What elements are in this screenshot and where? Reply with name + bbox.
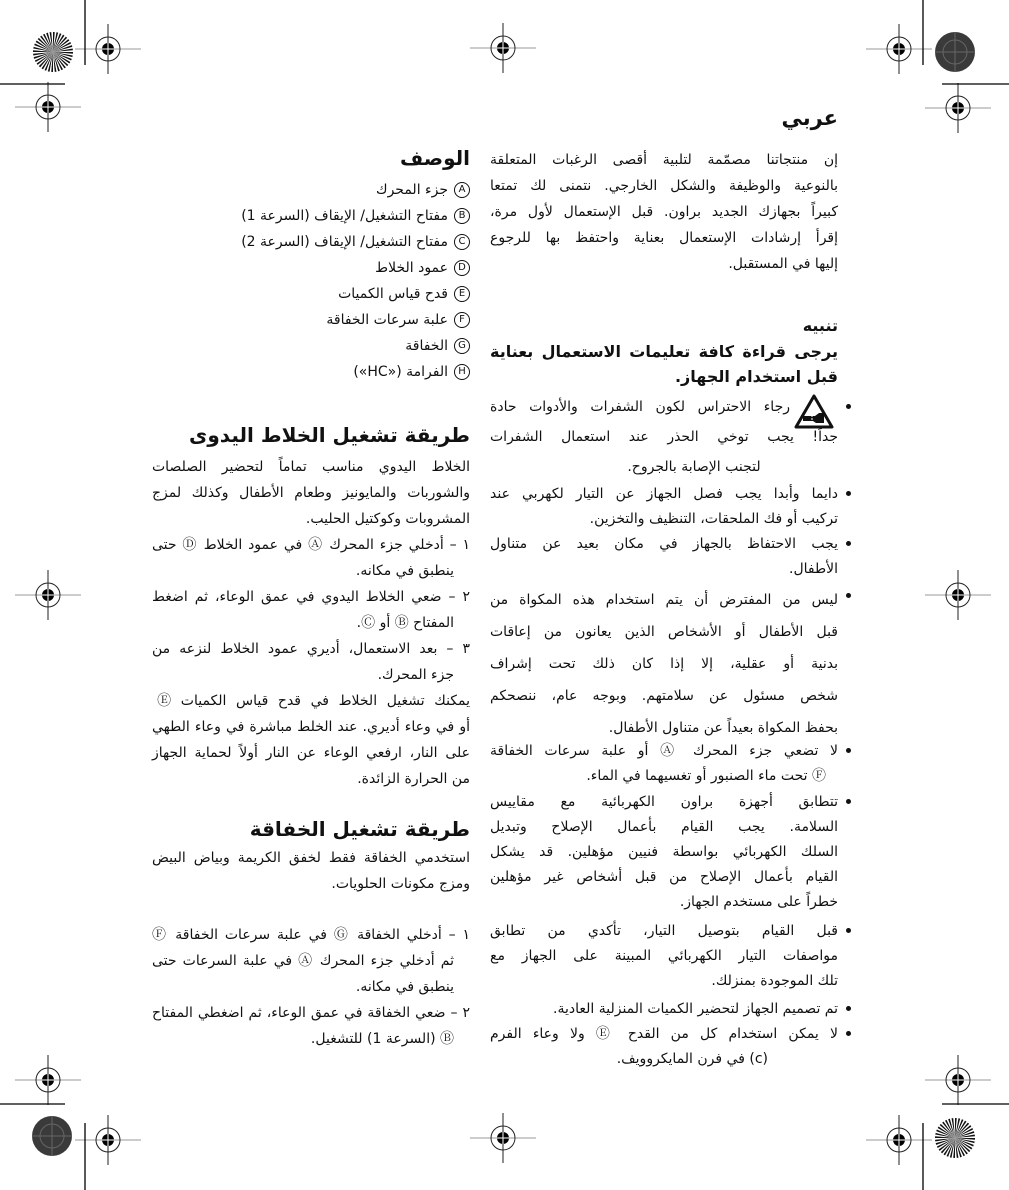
caution-heading: تنبيه: [802, 316, 838, 335]
text-line: ٣ – بعد الاستعمال، أديري عمود الخلاط لنزعه من: [152, 641, 470, 657]
bullet-item: [490, 584, 838, 744]
arabic-right-column: [490, 0, 838, 1190]
description-item: [152, 281, 470, 307]
text-line: رجاء الاحتراس لكون الشفرات والأدوات حادة: [490, 399, 790, 415]
text-line: ينطبق في مكانه.: [355, 563, 454, 579]
text-line: بالنوعية والوظيفة والشكل الخارجي. نتمنى لك تمتعا: [490, 178, 838, 194]
part-letter-badge: D: [454, 260, 470, 276]
text-line: القيام بأعمال الإصلاح من قبل أشخاص غير مؤهلين: [490, 869, 838, 885]
bullet-text: [490, 392, 838, 482]
text-line: ٢ – ضعي الخلاط اليدوي في عمق الوعاء، ثم اضغط: [152, 589, 470, 605]
bullet-item: [490, 392, 838, 482]
text-line: ينطبق في مكانه.: [355, 979, 454, 995]
part-letter-badge: G: [454, 338, 470, 354]
text-line: الأطفال.: [789, 561, 838, 577]
text-line: لا تضعي جزء المحرك Ⓐ أو علبة سرعات الخفاقة: [490, 743, 839, 759]
text-line: كبيراً بجهازك الجديد براون. قبل الإستعمال لأول مرة،: [490, 204, 838, 220]
text-line: ثم أدخلي جزء المحرك Ⓐ في علبة السرعات حتى: [152, 953, 455, 969]
text-line: قبل الأطفال أو الأشخاص الذين يعانون من إعاقات: [490, 624, 838, 640]
step: [152, 532, 470, 584]
caution-heading-block: [490, 313, 838, 339]
density-target-icon: [32, 1116, 72, 1156]
bullet-dot: [846, 1006, 851, 1011]
part-name: عمود الخلاط: [375, 260, 448, 276]
whisk-heading: طريقة تشغيل الخفاقة: [249, 817, 470, 841]
part-letter-badge: F: [454, 312, 470, 328]
description-item: [152, 203, 470, 229]
text-line: المفتاح Ⓑ أو Ⓒ.: [356, 615, 454, 631]
part-name: قدح قياس الكميات: [338, 286, 448, 302]
text-line: تلك الموجودة بمنزلك.: [711, 973, 838, 989]
text-line: قبل القيام بتوصيل التيار، تأكدي من تطابق: [490, 923, 838, 939]
registration-mark-icon: [15, 1055, 81, 1105]
bullet-item: [490, 532, 838, 582]
description-heading: الوصف: [399, 146, 470, 170]
text-line: السلك الكهربائي بواسطة فنيين مؤهلين. قد يشكل: [490, 844, 838, 860]
text-line: جداً! يجب توخي الحذر عند استعمال الشفرات: [490, 429, 838, 445]
text-line: إقرأ إرشادات الإستعمال بعناية واحتفظ بها للرجوع: [490, 230, 838, 246]
text-line: (c) في فرن المايكروويف.: [616, 1051, 768, 1067]
hand-blender-heading-block: [152, 420, 470, 450]
description-item: [152, 333, 470, 359]
text-line: يرجى قراءة كافة تعليمات الاستعمال بعناية: [490, 342, 838, 361]
text-line: من الحرارة الزائدة.: [357, 771, 470, 787]
part-name: جزء المحرك: [376, 182, 448, 198]
description-item: [152, 229, 470, 255]
text-line: Ⓑ (السرعة 1) للتشغيل.: [310, 1031, 454, 1047]
text-line: إليها في المستقبل.: [728, 256, 838, 272]
text-line: تركيب أو فك الملحقات، التنظيف والتخزين.: [589, 511, 838, 527]
text-line: تتطابق أجهزة براون الكهربائية مع مقاييس: [490, 794, 838, 810]
part-letter-badge: E: [454, 286, 470, 302]
text-line: دايما وأبدا يجب فصل الجهاز عن التيار لكهربي عند: [490, 486, 838, 502]
text-line: تم تصميم الجهاز لتحضير الكميات المنزلية العادية.: [553, 1001, 838, 1017]
whisk-intro: [152, 845, 470, 897]
description-item: [152, 177, 470, 203]
bullet-item: [490, 1022, 838, 1072]
bullet-text: [490, 1022, 838, 1072]
bullet-dot: [846, 404, 851, 409]
whisk-steps: [152, 922, 470, 1052]
text-line: السلامة. يجب القيام بأعمال الإصلاح وتبديل: [490, 819, 838, 835]
bullet-item: [490, 919, 838, 994]
bullet-dot: [846, 541, 851, 546]
part-letter-badge: B: [454, 208, 470, 224]
bullet-text: [490, 919, 838, 994]
intro-paragraph: [490, 147, 838, 277]
text-line: ومزج مكونات الحلويات.: [331, 876, 470, 892]
density-target-icon: [935, 32, 975, 72]
bullet-dot: [846, 928, 851, 933]
bullet-text: [490, 997, 838, 1022]
bullet-text: [490, 790, 838, 915]
text-line: أو في وعاء أديري. عند الخلط مباشرة في وعاء الطهي: [152, 719, 470, 735]
registration-mark-icon: [925, 570, 991, 620]
text-line: ليس من المفترض أن يتم استخدام هذه المكواة من: [490, 592, 838, 608]
text-line: على النار، ارفعي الوعاء عن النار أولاً لحماية الجهاز: [152, 745, 470, 761]
step: [152, 636, 470, 688]
bullet-item: [490, 482, 838, 532]
arabic-left-column: [152, 0, 470, 1190]
text-line: لا يمكن استخدام كل من القدح Ⓔ ولا وعاء الفرم: [490, 1026, 838, 1042]
bullet-dot: [846, 593, 851, 598]
star-target-icon: [935, 1118, 975, 1158]
text-line: ١ – أدخلي الخفاقة Ⓖ في علبة سرعات الخفاقة Ⓕ: [152, 927, 471, 943]
text-line: مواصفات التيار الكهربائي المبينة على الجهاز مع: [490, 948, 838, 964]
text-line: Ⓕ تحت ماء الصنبور أو تغسيهما في الماء.: [586, 768, 826, 784]
text-line: لتجنب الإصابة بالجروح.: [627, 459, 761, 475]
bullet-text: [490, 739, 838, 789]
hand-blender-body: [152, 454, 470, 792]
text-line: قبل استخدام الجهاز.: [674, 367, 838, 386]
bullet-dot: [846, 1031, 851, 1036]
text-line: المشروبات وكوكتيل الحليب.: [305, 511, 470, 527]
part-name: مفتاح التشغيل/ الإيقاف (السرعة 1): [241, 208, 448, 224]
description-item: [152, 307, 470, 333]
registration-mark-icon: [925, 1055, 991, 1105]
text-line: يجب الاحتفاظ بالجهاز في مكان بعيد عن متناول: [490, 536, 838, 552]
part-letter-badge: C: [454, 234, 470, 250]
text-line: بحفظ المكواة بعيداً عن متناول الأطفال.: [608, 720, 838, 736]
bullet-dot: [846, 748, 851, 753]
text-line: يمكنك تشغيل الخلاط في قدح قياس الكميات Ⓔ: [152, 693, 471, 709]
part-name: علبة سرعات الخفاقة: [326, 312, 448, 328]
text-line: الخلاط اليدوي مناسب تماماً لتحضير الصلصات: [152, 459, 470, 475]
text-line: ٢ – ضعي الخفاقة في عمق الوعاء، ثم اضغطي المفتاح: [152, 1005, 470, 1021]
text-line: شخص مسئول عن سلامتهم. وبوجه عام، ننصحكم: [490, 688, 838, 704]
text-line: جزء المحرك.: [377, 667, 454, 683]
step: [152, 922, 470, 1000]
description-item: [152, 255, 470, 281]
text-line: إن منتجاتنا مصمّمة لتلبية أقصى الرغبات المتعلقة: [490, 152, 838, 168]
bullet-dot: [846, 491, 851, 496]
description-list: [152, 177, 470, 385]
text-line: خطراً على مستخدم الجهاز.: [679, 894, 838, 910]
registration-mark-icon: [866, 24, 932, 74]
registration-mark-icon: [866, 1115, 932, 1165]
hand-blade-warning-icon: [794, 394, 834, 430]
part-letter-badge: A: [454, 182, 470, 198]
bullet-text: [490, 584, 838, 744]
hand-blender-heading: طريقة تشغيل الخلاط اليدوى: [189, 423, 470, 447]
step: [152, 1000, 470, 1052]
registration-mark-icon: [925, 83, 991, 133]
bullet-item: [490, 997, 838, 1022]
caution-bold-text: [490, 339, 838, 389]
text-line: ١ – أدخلي جزء المحرك Ⓐ في عمود الخلاط Ⓓ حتى: [152, 537, 470, 553]
description-heading-block: [152, 144, 470, 172]
registration-mark-icon: [15, 82, 81, 132]
bullet-text: [490, 532, 838, 582]
text-line: استخدمي الخفاقة فقط لخفق الكريمة وبياض البيض: [152, 850, 470, 866]
part-name: الفرامة («HC»): [353, 364, 448, 380]
part-name: الخفاقة: [405, 338, 448, 354]
part-letter-badge: H: [454, 364, 470, 380]
section-title: عربي: [781, 106, 838, 130]
whisk-heading-block: [152, 814, 470, 844]
bullet-item: [490, 790, 838, 915]
bullet-dot: [846, 799, 851, 804]
star-target-icon: [33, 32, 73, 72]
step: [152, 584, 470, 636]
bullet-item: [490, 739, 838, 789]
text-line: والشوربات والمايونيز وطعام الأطفال وكذلك لمزج: [152, 485, 470, 501]
text-line: بدنية أو عقلية، إلا إذا كان ذلك تحت إشراف: [490, 656, 838, 672]
description-item: [152, 359, 470, 385]
part-name: مفتاح التشغيل/ الإيقاف (السرعة 2): [241, 234, 448, 250]
registration-mark-icon: [15, 570, 81, 620]
bullet-text: [490, 482, 838, 532]
